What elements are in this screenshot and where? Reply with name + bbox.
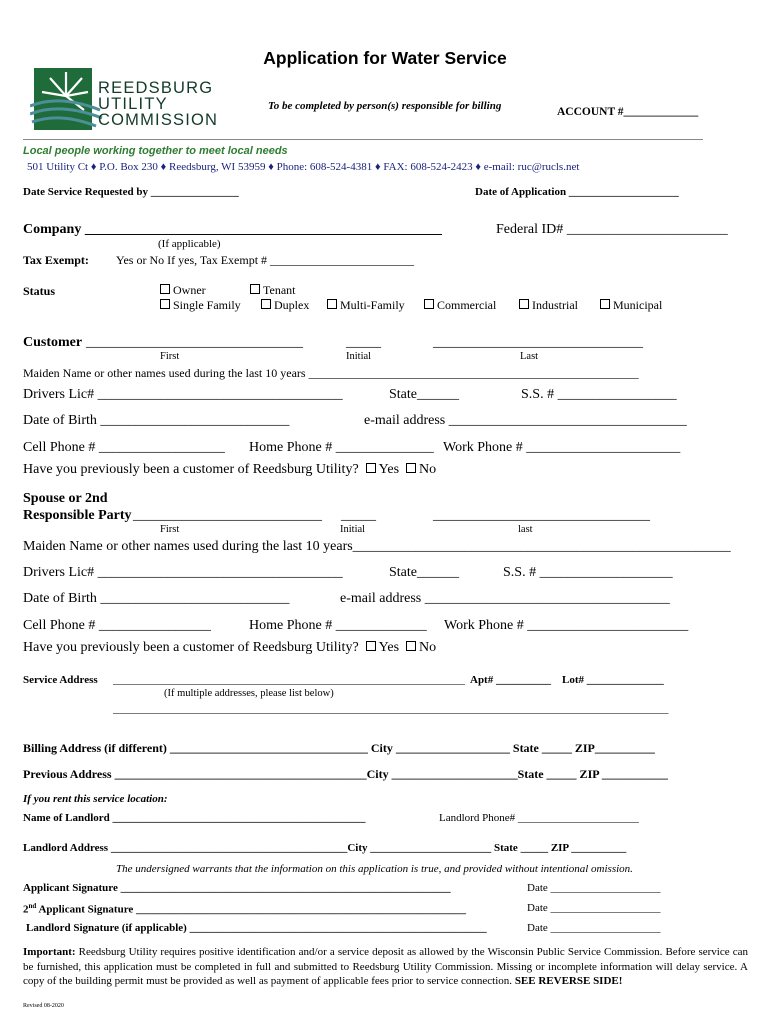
customer-ss-field[interactable]: S.S. # _________________ <box>521 387 677 402</box>
second-applicant-date-field[interactable]: Date ____________________ <box>527 902 661 914</box>
customer-last-caption: Last <box>520 351 539 362</box>
municipal-checkbox[interactable] <box>600 299 610 309</box>
service-lot-field[interactable]: Lot# ______________ <box>562 674 664 686</box>
industrial-checkbox[interactable] <box>519 299 529 309</box>
spouse-home-field[interactable]: Home Phone # _____________ <box>249 618 427 633</box>
spouse-email-field[interactable]: e-mail address ___________________________________ <box>340 591 670 606</box>
logo-line-1: REEDSBURG <box>98 79 214 97</box>
tax-exempt-field[interactable]: Yes or No If yes, Tax Exempt # ________________________ <box>116 253 415 267</box>
service-apt-field[interactable]: Apt# __________ <box>470 674 551 686</box>
account-number-field[interactable]: ACCOUNT #_____________ <box>557 106 699 118</box>
second-applicant-label: Applicant Signature ____________________________________________________________ <box>36 903 467 916</box>
multiple-addresses-note: (If multiple addresses, please list below) <box>164 688 334 699</box>
status-industrial[interactable] <box>519 298 578 313</box>
logo-line-2: UTILITY <box>98 95 168 113</box>
contact-line: 501 Utility Ct ♦ P.O. Box 230 ♦ Reedsburg, WI 53959 ♦ Phone: 608-524-4381 ♦ FAX: 608-524-2423 ♦ e-mail: ruc@rucls.net <box>27 161 580 173</box>
tax-exempt-label: Tax Exempt: <box>23 253 89 267</box>
single-family-checkbox[interactable] <box>160 299 170 309</box>
logo-line-3: COMMISSION <box>98 111 219 129</box>
customer-first-field[interactable]: _______________________________ <box>86 335 303 350</box>
customer-first-caption: First <box>160 351 180 362</box>
spouse-work-field[interactable]: Work Phone # _______________________ <box>444 618 689 633</box>
see-reverse-note: SEE REVERSE SIDE! <box>514 975 623 987</box>
if-applicable-note: (If applicable) <box>158 238 221 250</box>
duplex-checkbox[interactable] <box>261 299 271 309</box>
second-applicant-signature-field[interactable] <box>23 902 466 916</box>
customer-maiden-field[interactable]: Maiden Name or other names used during the last 10 years _______________________________________________________ <box>23 366 639 380</box>
customer-no-checkbox[interactable] <box>406 463 416 473</box>
spouse-yes-checkbox[interactable] <box>366 641 376 651</box>
customer-last-field[interactable]: ______________________________ <box>433 335 643 350</box>
important-body: Reedsburg Utility requires positive identification and/or a service deposit as allowed by the Wisconsin Public Service Commission. Before service can be furnished, this application must be completed in full and submitted to Reedsburg Utility Commission. Missing or incomplete information will delay service. A copy of the building permit must be provided as well as payment of applicable fees prior to service connection. <box>23 946 748 987</box>
spouse-initial-caption: Initial <box>340 524 366 535</box>
spouse-ss-field[interactable]: S.S. # ___________________ <box>503 565 673 580</box>
form-title: Application for Water Service <box>263 48 507 68</box>
header-divider <box>23 139 703 140</box>
applicant-signature-field[interactable]: Applicant Signature ____________________________________________________________ <box>23 882 451 894</box>
status-owner[interactable] <box>160 283 206 298</box>
customer-yes-checkbox[interactable] <box>366 463 376 473</box>
spouse-yes-label: Yes <box>378 640 400 655</box>
status-label: Status <box>23 284 56 298</box>
customer-work-field[interactable]: Work Phone # ______________________ <box>443 440 681 455</box>
logo-wordmark <box>98 80 218 128</box>
spouse-first-field[interactable]: ___________________________ <box>133 508 322 523</box>
customer-cell-field[interactable]: Cell Phone # __________________ <box>23 440 225 455</box>
spouse-state-field[interactable]: State______ <box>389 565 459 580</box>
spouse-cell-field[interactable]: Cell Phone # ________________ <box>23 618 211 633</box>
tenant-checkbox[interactable] <box>250 284 260 294</box>
spouse-label-line1: Spouse or 2nd <box>23 491 108 506</box>
date-requested-field[interactable]: Date Service Requested by ________________ <box>23 186 239 198</box>
spouse-previous-label: Have you previously been a customer of Reedsburg Utility? <box>23 640 359 655</box>
spouse-last-field[interactable]: _______________________________ <box>433 508 650 523</box>
customer-label: Customer <box>23 335 83 350</box>
service-address-extra-field[interactable]: _____________________________________________________________________________________________________ <box>113 703 669 715</box>
status-multi-family[interactable] <box>327 298 405 313</box>
owner-checkbox[interactable] <box>160 284 170 294</box>
spouse-label-line2: Responsible Party <box>23 508 132 523</box>
customer-no-label: No <box>419 462 437 477</box>
status-municipal[interactable] <box>600 298 662 313</box>
multi-family-checkbox[interactable] <box>327 299 337 309</box>
status-tenant[interactable] <box>250 283 295 298</box>
billing-address-field[interactable]: Billing Address (if different) _________________________________ City ___________________ State _____ ZIP__________ <box>23 741 655 755</box>
spouse-drivers-field[interactable]: Drivers Lic# ___________________________________ <box>23 565 343 580</box>
status-duplex[interactable] <box>261 298 309 313</box>
spouse-no-label: No <box>419 640 437 655</box>
second-ordinal: 2 <box>23 903 29 916</box>
owner-label: Owner <box>173 283 206 297</box>
spouse-first-caption: First <box>160 524 180 535</box>
landlord-phone-field[interactable]: Landlord Phone# ______________________ <box>439 812 639 824</box>
important-notice <box>23 945 748 989</box>
spouse-initial-field[interactable]: _____ <box>341 508 376 523</box>
tenant-label: Tenant <box>263 283 296 297</box>
landlord-name-field[interactable]: Name of Landlord ______________________________________________ <box>23 812 366 824</box>
spouse-maiden-field[interactable]: Maiden Name or other names used during the last 10 years______________________________________________________ <box>23 539 731 554</box>
service-address-field[interactable]: ________________________________________________________________ <box>113 674 465 686</box>
customer-email-field[interactable]: e-mail address __________________________________ <box>364 413 687 428</box>
second-ordinal-suffix: nd <box>28 902 37 910</box>
status-single-family[interactable] <box>160 298 241 313</box>
customer-state-field[interactable]: State______ <box>389 387 459 402</box>
municipal-label: Municipal <box>613 298 663 312</box>
customer-dob-field[interactable]: Date of Birth ___________________________ <box>23 413 290 428</box>
industrial-label: Industrial <box>532 298 578 312</box>
landlord-signature-field[interactable]: Landlord Signature (if applicable) ______________________________________________________ <box>26 922 487 934</box>
spouse-last-caption: last <box>518 524 533 535</box>
customer-previous-label: Have you previously been a customer of Reedsburg Utility? <box>23 462 359 477</box>
tagline: Local people working together to meet local needs <box>23 145 288 157</box>
date-application-field[interactable]: Date of Application ____________________ <box>475 186 679 198</box>
applicant-date-field[interactable]: Date ____________________ <box>527 882 661 894</box>
customer-initial-field[interactable]: _____ <box>346 335 381 350</box>
spouse-dob-field[interactable]: Date of Birth ___________________________ <box>23 591 290 606</box>
spouse-no-checkbox[interactable] <box>406 641 416 651</box>
important-lead: Important: <box>23 946 76 958</box>
landlord-address-field[interactable]: Landlord Address ___________________________________________City ______________________ State _____ ZIP __________ <box>23 842 627 854</box>
customer-drivers-field[interactable]: Drivers Lic# ___________________________________ <box>23 387 343 402</box>
spouse-previous-question <box>23 640 436 656</box>
revision-note: Revised 08-2020 <box>23 1003 64 1009</box>
federal-id-field[interactable]: Federal ID# _______________________ <box>496 222 728 237</box>
rent-heading: If you rent this service location: <box>23 793 168 805</box>
customer-initial-caption: Initial <box>346 351 372 362</box>
company-field[interactable]: Company ___________________________________________________ <box>23 222 442 237</box>
multi-family-label: Multi-Family <box>340 298 405 312</box>
service-address-label: Service Address <box>23 674 98 686</box>
status-commercial[interactable] <box>424 298 496 313</box>
warrant-statement: The undersigned warrants that the information on this application is true, and provided without intentional omission. <box>116 863 633 875</box>
customer-home-field[interactable]: Home Phone # ______________ <box>249 440 434 455</box>
duplex-label: Duplex <box>274 298 310 312</box>
landlord-date-field[interactable]: Date ____________________ <box>527 922 661 934</box>
commercial-checkbox[interactable] <box>424 299 434 309</box>
single-family-label: Single Family <box>173 298 241 312</box>
customer-previous-question <box>23 462 436 478</box>
previous-address-field[interactable]: Previous Address __________________________________________City _____________________State _____ ZIP ___________ <box>23 767 668 781</box>
commercial-label: Commercial <box>437 298 497 312</box>
customer-yes-label: Yes <box>378 462 400 477</box>
billing-note: To be completed by person(s) responsible for billing <box>268 100 502 112</box>
